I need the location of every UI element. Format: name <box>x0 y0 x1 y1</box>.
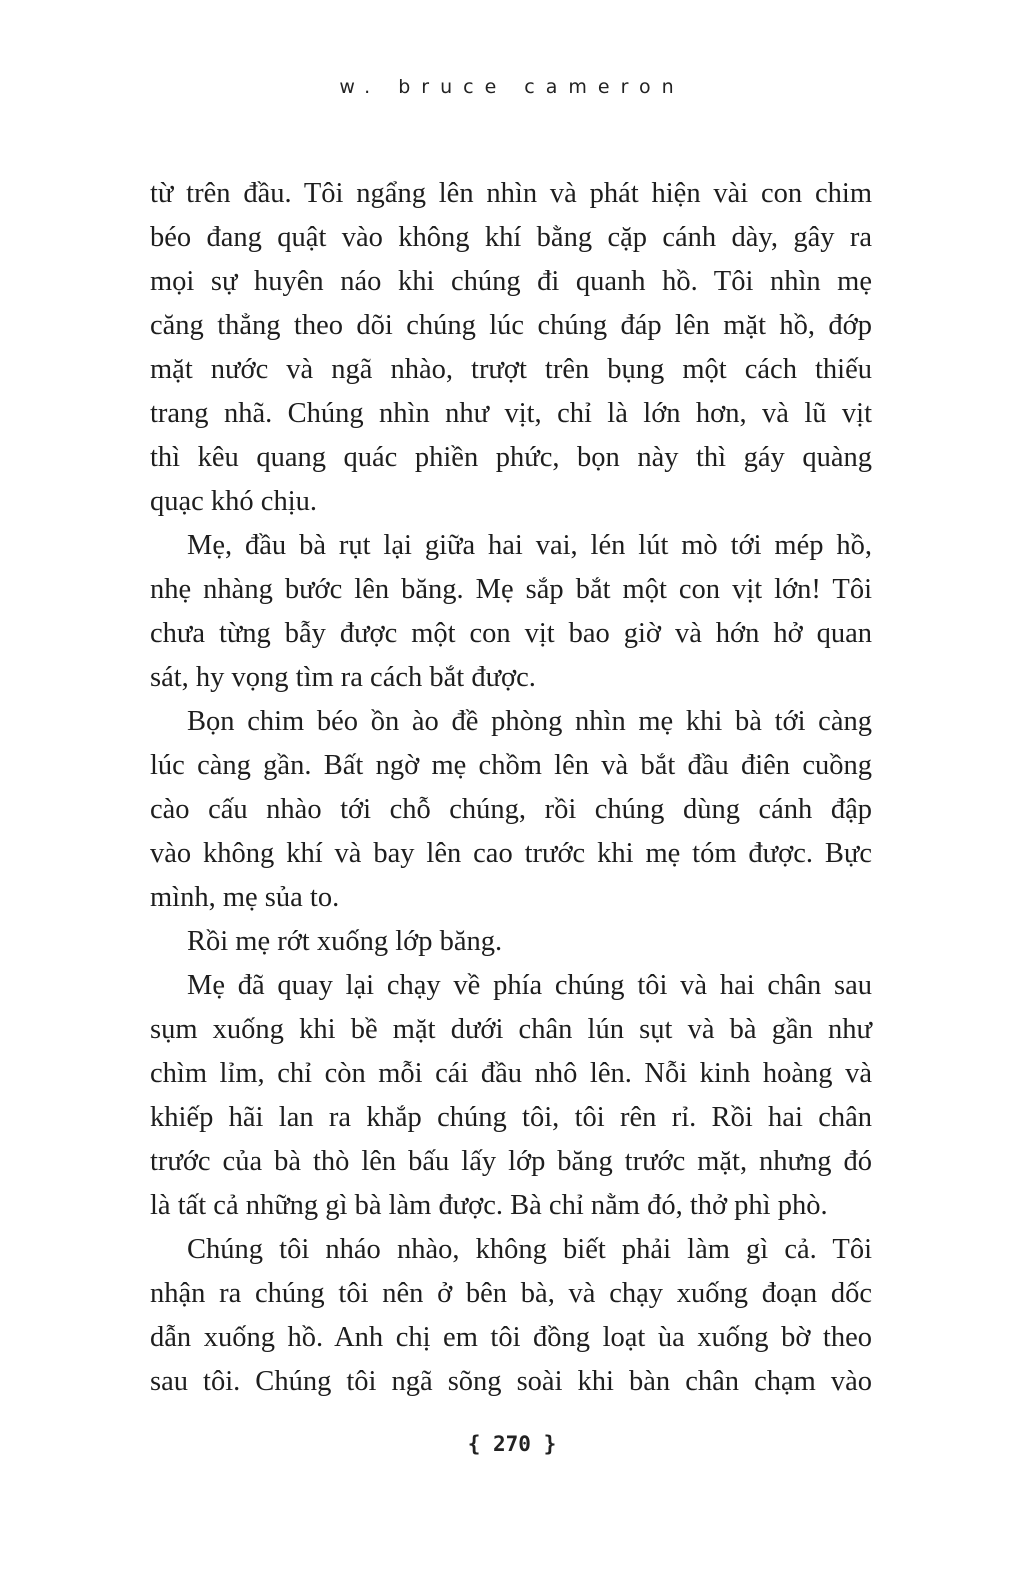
paragraph <box>150 964 872 1228</box>
text-line: sau tôi. Chúng tôi ngã sõng soài khi bàn chân chạm vào <box>150 1366 872 1397</box>
text-line: Mẹ, đầu bà rụt lại giữa hai vai, lén lút mò tới mép hồ, <box>187 530 872 561</box>
text-line: căng thẳng theo dõi chúng lúc chúng đáp lên mặt hồ, đớp <box>150 310 872 341</box>
body-text <box>150 172 872 1404</box>
text-line: Chúng tôi nháo nhào, không biết phải làm gì cả. Tôi <box>187 1234 872 1265</box>
text-line: béo đang quật vào không khí bằng cặp cánh dày, gây ra <box>150 222 872 253</box>
paragraph <box>150 524 872 700</box>
text-line: từ trên đầu. Tôi ngẩng lên nhìn và phát hiện vài con chim <box>150 178 872 209</box>
text-line: vào không khí và bay lên cao trước khi mẹ tóm được. Bực <box>150 838 872 869</box>
running-header-author: w. bruce cameron <box>339 76 685 98</box>
text-line: chìm lỉm, chỉ còn mỗi cái đầu nhô lên. Nỗi kinh hoàng và <box>150 1058 872 1089</box>
text-line: trước của bà thò lên bấu lấy lớp băng trước mặt, nhưng đó <box>150 1146 872 1177</box>
text-line: mình, mẹ sủa to. <box>150 882 340 913</box>
text-line: quạc khó chịu. <box>150 486 317 517</box>
text-line: trang nhã. Chúng nhìn như vịt, chỉ là lớn hơn, và lũ vịt <box>150 398 872 429</box>
text-line: cào cấu nhào tới chỗ chúng, rồi chúng dùng cánh đập <box>150 794 872 825</box>
text-line: là tất cả những gì bà làm được. Bà chỉ nằm đó, thở phì phò. <box>150 1190 828 1221</box>
text-line: dẫn xuống hồ. Anh chị em tôi đồng loạt ùa xuống bờ theo <box>150 1322 872 1353</box>
paragraph <box>150 700 872 920</box>
paragraph <box>150 920 872 964</box>
text-line: sụm xuống khi bề mặt dưới chân lún sụt và bà gần như <box>150 1014 872 1045</box>
text-line: Bọn chim béo ồn ào đề phòng nhìn mẹ khi bà tới càng <box>187 706 872 737</box>
text-line: khiếp hãi lan ra khắp chúng tôi, tôi rên rỉ. Rồi hai chân <box>150 1102 872 1133</box>
text-line: nhận ra chúng tôi nên ở bên bà, và chạy xuống đoạn dốc <box>150 1278 872 1309</box>
paragraph <box>150 172 872 524</box>
text-line: Rồi mẹ rớt xuống lớp băng. <box>187 926 503 957</box>
text-line: mọi sự huyên náo khi chúng đi quanh hồ. Tôi nhìn mẹ <box>150 266 872 297</box>
page-number: { 270 } <box>467 1432 557 1456</box>
text-line: sát, hy vọng tìm ra cách bắt được. <box>150 662 536 693</box>
text-line: chưa từng bẫy được một con vịt bao giờ và hớn hở quan <box>150 618 872 649</box>
text-line: mặt nước và ngã nhào, trượt trên bụng một cách thiếu <box>150 354 872 385</box>
text-line: thì kêu quang quác phiền phức, bọn này thì gáy quàng <box>150 442 872 473</box>
text-line: Mẹ đã quay lại chạy về phía chúng tôi và hai chân sau <box>187 970 872 1001</box>
text-line: lúc càng gần. Bất ngờ mẹ chồm lên và bắt đầu điên cuồng <box>150 750 872 781</box>
paragraph <box>150 1228 872 1404</box>
text-line: nhẹ nhàng bước lên băng. Mẹ sắp bắt một con vịt lớn! Tôi <box>150 574 872 605</box>
